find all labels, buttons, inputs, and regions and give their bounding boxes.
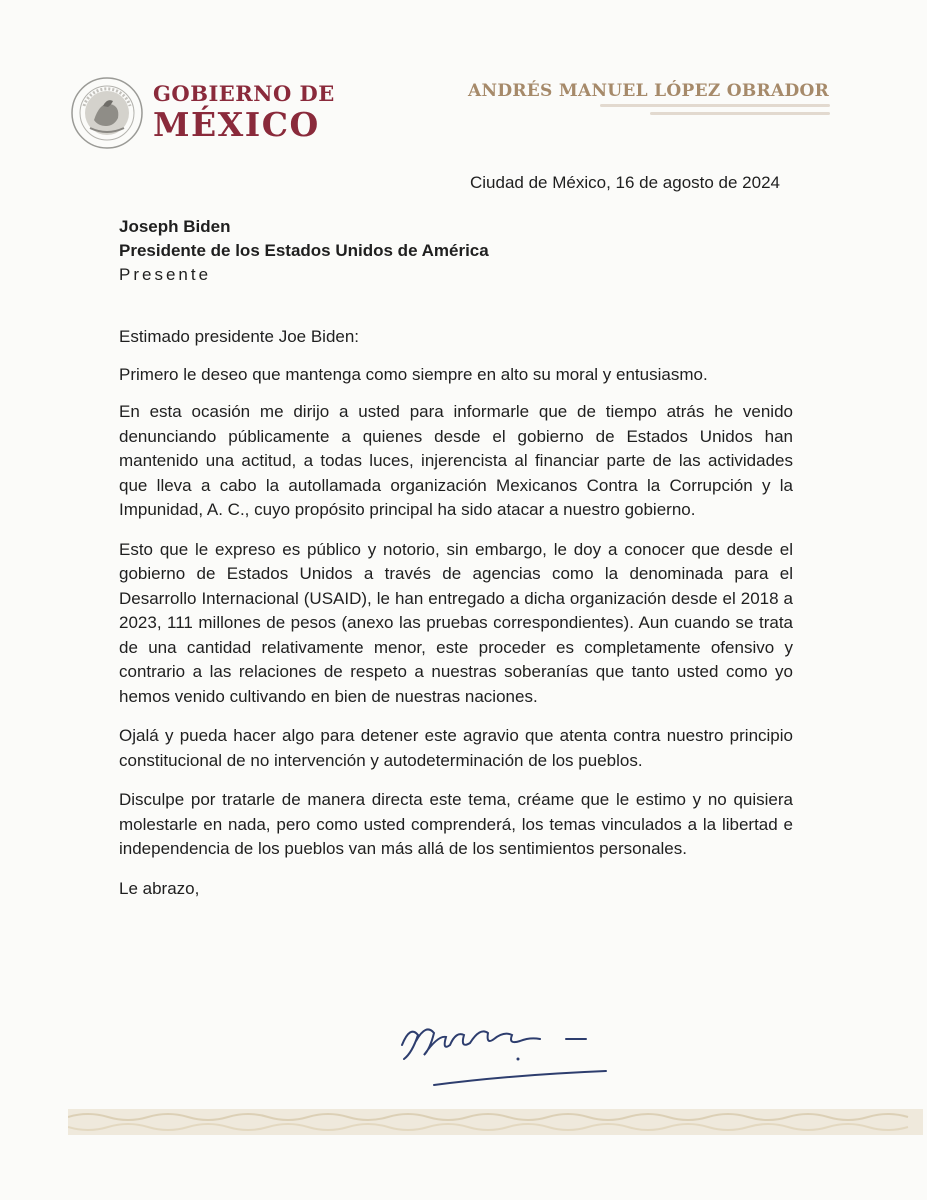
place-date: Ciudad de México, 16 de agosto de 2024 — [470, 173, 781, 192]
addressee-block — [119, 215, 489, 287]
gov-line1: GOBIERNO DE — [153, 81, 335, 106]
government-logo-text — [153, 82, 335, 144]
paragraph: Primero le deseo que mantenga como siempre en alto su moral y entusiasmo. — [119, 364, 708, 384]
closing: Le abrazo, — [119, 878, 200, 898]
letter-body — [119, 325, 793, 916]
presente-line: Presente — [119, 265, 212, 284]
paragraph: En esta ocasión me dirijo a usted para informarle que de tiempo atrás he venido denunciando públicamente a quienes desde el gobierno de Estados Unidos han mantenido una actitud, a todas luces, injerencista al financiar parte de las actividades que lleva a cabo la autollamada organización Mexicanos Contra la Corrupción y la Impunidad, A. C., cuyo propósito principal ha sido atacar a nuestro gobierno. — [119, 402, 793, 519]
decorative-footer-band — [68, 1105, 923, 1139]
paragraph: Esto que le expreso es público y notorio, sin embargo, le doy a conocer que desde el gobierno de Estados Unidos a través de agencias como la denominada para el Desarrollo Internacional (USAID), le han entregado a dicha organización desde el 2018 a 2023, 111 millones de pesos (anexo las pruebas correspondientes). Aun cuando se trata de una cantidad relativamente menor, este proceder es completamente ofensivo y contrario a las relaciones de respeto a nuestras soberanías que tanto usted como yo hemos venido cultivando en bien de nuestras naciones. — [119, 539, 793, 706]
recipient-title: Presidente de los Estados Unidos de América — [119, 241, 489, 260]
paragraph: Ojalá y pueda hacer algo para detener este agravio que atenta contra nuestro principio constitucional de no intervención y autodeterminación de los pueblos. — [119, 726, 793, 770]
recipient-name: Joseph Biden — [119, 217, 231, 236]
gov-line2: MÉXICO — [153, 105, 320, 144]
handwritten-signature — [390, 1005, 620, 1095]
paragraph: Disculpe por tratarle de manera directa este tema, créame que le estimo y no quisiera molestarle en nada, pero como usted comprenderá, los temas vinculados a la libertad e independencia de los pueblos van más allá de los sentimientos personales. — [119, 790, 793, 858]
faded-letterhead-lines — [600, 104, 830, 128]
sender-name: ANDRÉS MANUEL LÓPEZ OBRADOR — [468, 81, 830, 101]
salutation: Estimado presidente Joe Biden: — [119, 327, 360, 346]
national-seal-icon — [70, 76, 144, 150]
